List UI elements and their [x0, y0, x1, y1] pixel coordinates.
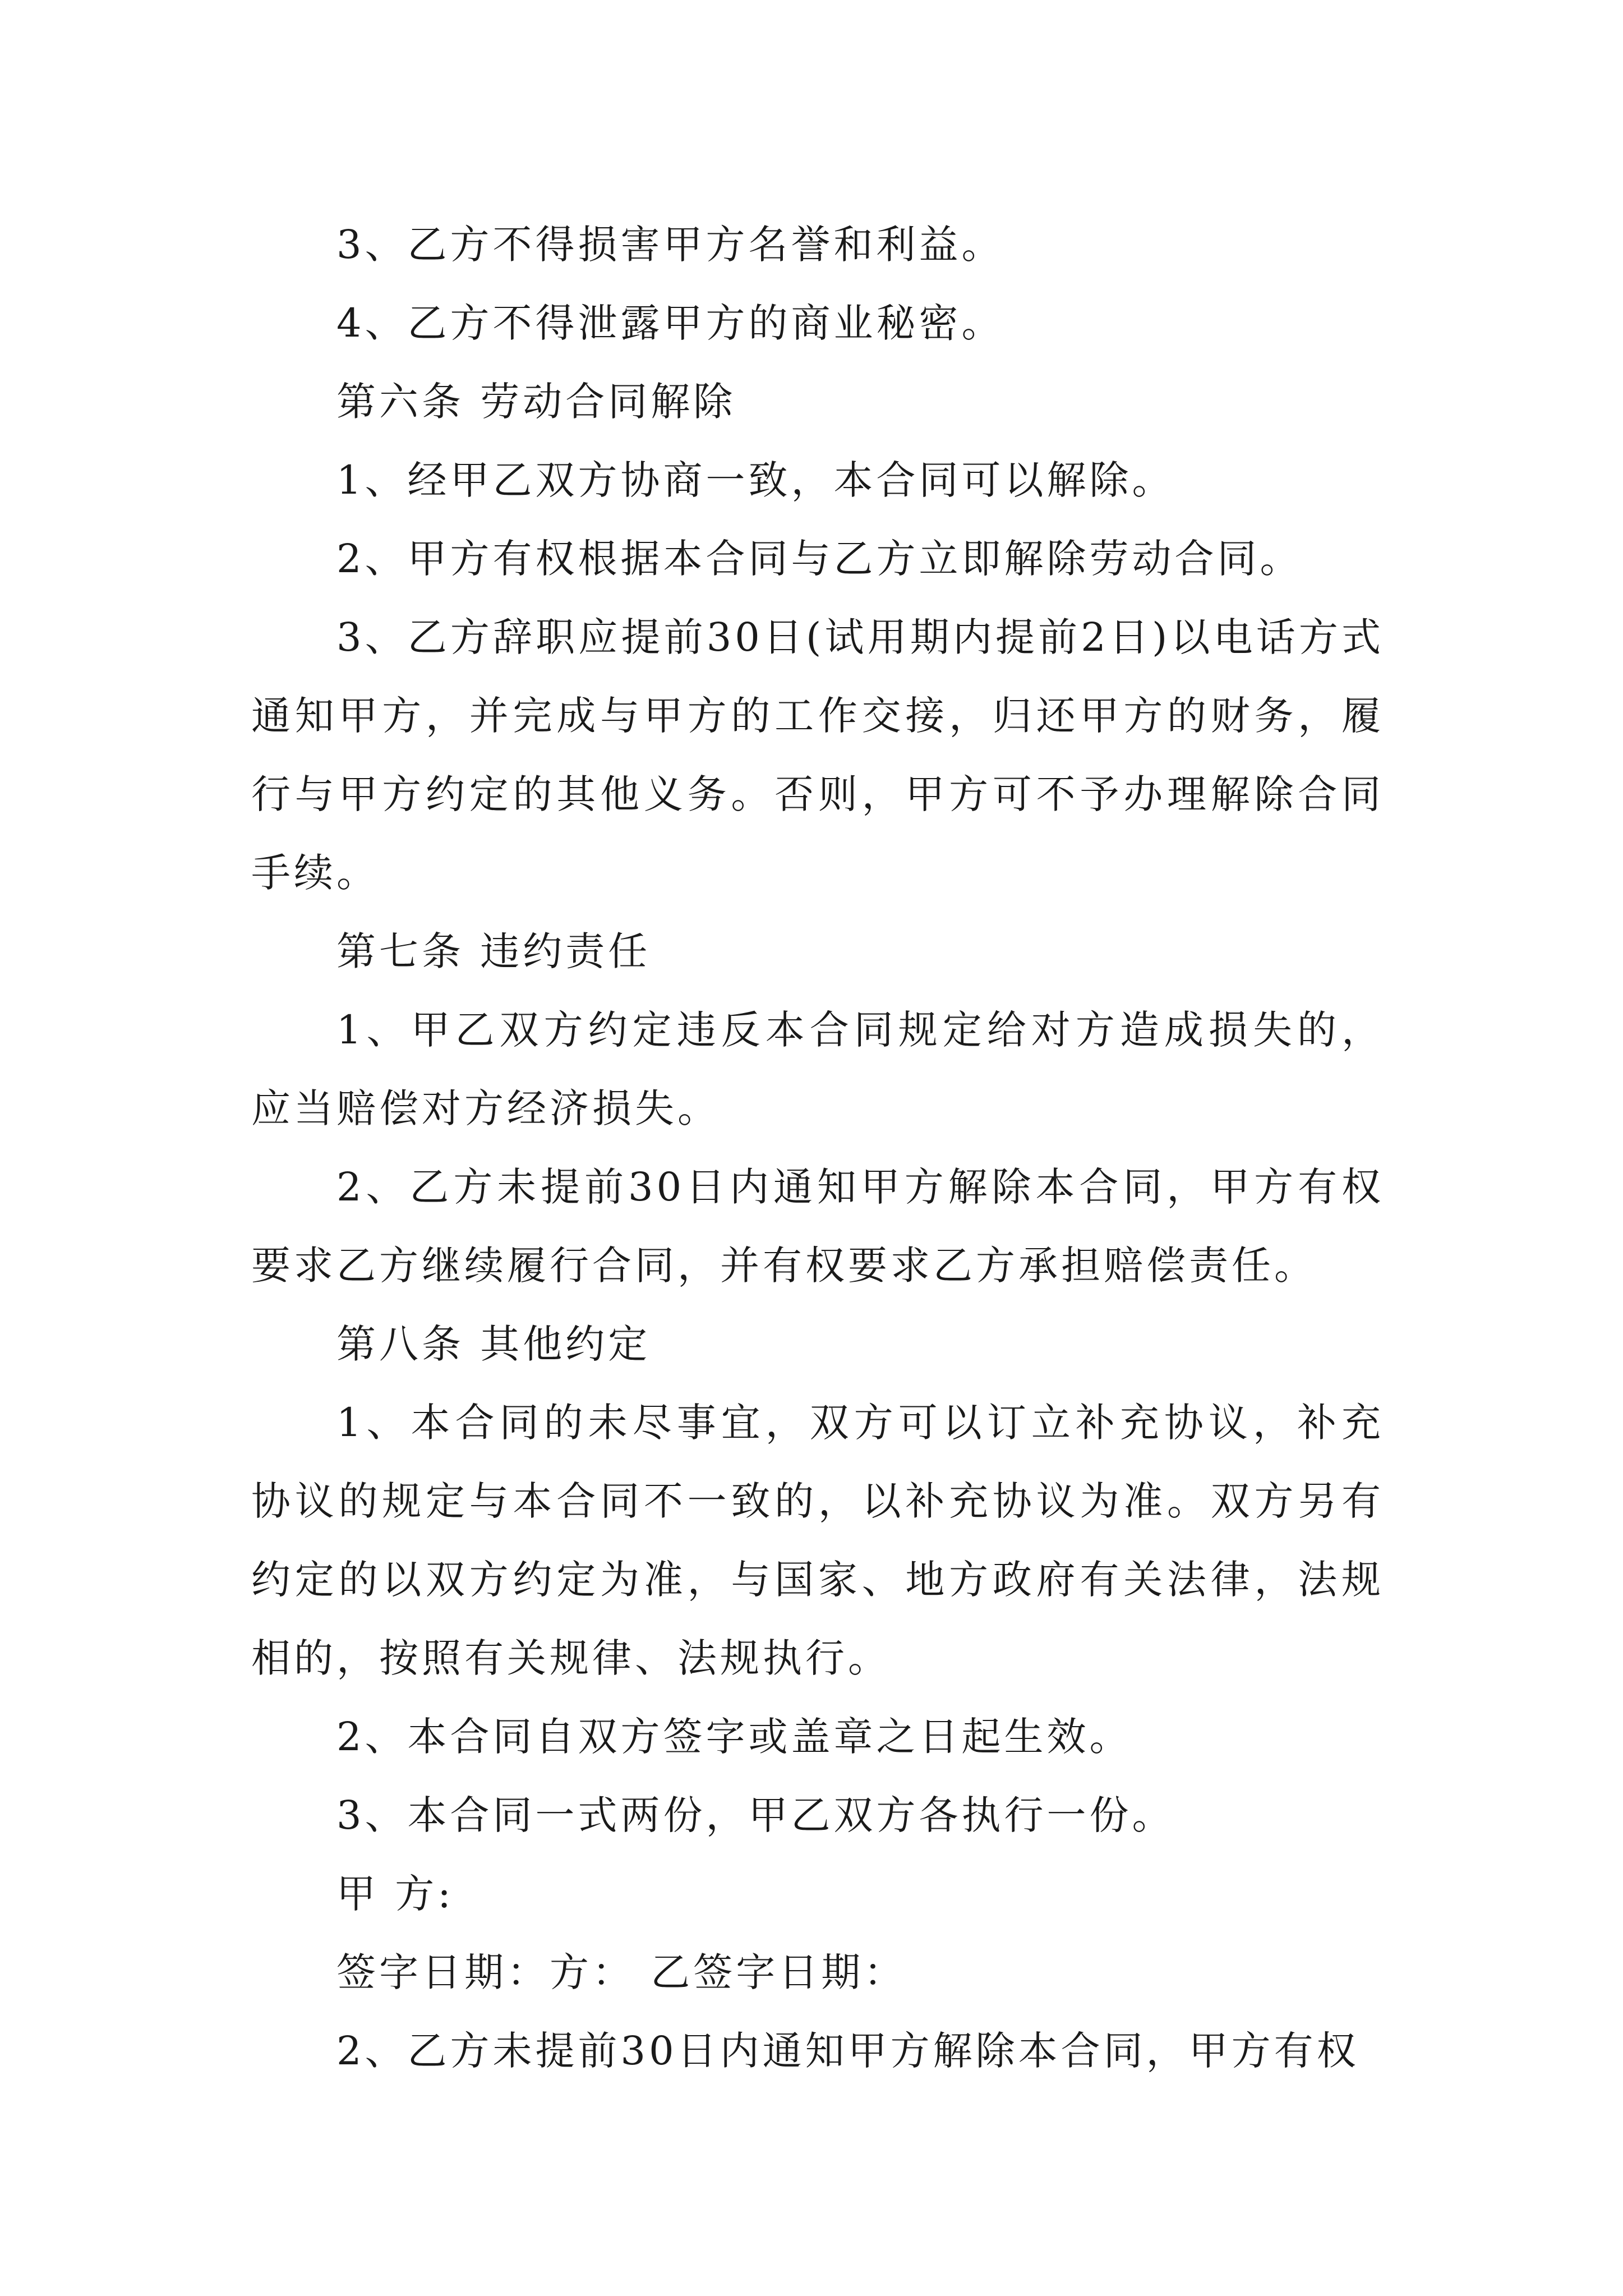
article-8-item-1: 1、本合同的未尽事宜，双方可以订立补充协议，补充协议的规定与本合同不一致的，以补充协议为准。双方另有约定的以双方约定为准，与国家、地方政府有关法律，法规相的，按照有关规律、法规执行。	[251, 1400, 1384, 1681]
article-8-item-2: 2、本合同自双方签字或盖章之日起生效。	[336, 1714, 1132, 1760]
article-7-item-2: 2、乙方未提前30日内通知甲方解除本合同，甲方有权要求乙方继续履行合同，并有权要求乙方承担赔偿责任。	[251, 1164, 1384, 1289]
repeated-article-7-item-2: 2、乙方未提前30日内通知甲方解除本合同，甲方有权	[336, 2028, 1359, 2074]
contract-body	[251, 205, 1384, 2090]
article-6-item-3: 3、乙方辞职应提前30日(试用期内提前2日)以电话方式通知甲方，并完成与甲方的工作交接，归还甲方的财务，履行与甲方约定的其他义务。否则，甲方可不予办理解除合同手续。	[251, 614, 1384, 896]
article-6-heading: 第六条 劳动合同解除	[336, 379, 736, 425]
clause-5-item-4: 4、乙方不得泄露甲方的商业秘密。	[336, 300, 1004, 346]
article-6-item-2: 2、甲方有权根据本合同与乙方立即解除劳动合同。	[336, 536, 1303, 582]
article-8-item-3: 3、本合同一式两份，甲乙双方各执行一份。	[336, 1792, 1175, 1838]
signature-date-line: 签字日期：方： 乙签字日期：	[336, 1949, 907, 1995]
party-a-label: 甲 方:	[336, 1871, 454, 1917]
clause-5-item-3: 3、乙方不得损害甲方名誉和利益。	[336, 222, 1004, 268]
article-8-heading: 第八条 其他约定	[336, 1321, 651, 1367]
article-7-heading: 第七条 违约责任	[336, 928, 651, 974]
article-7-item-1: 1、甲乙双方约定违反本合同规定给对方造成损失的，应当赔偿对方经济损失。	[251, 1007, 1384, 1131]
article-6-item-1: 1、经甲乙双方协商一致，本合同可以解除。	[336, 457, 1175, 503]
